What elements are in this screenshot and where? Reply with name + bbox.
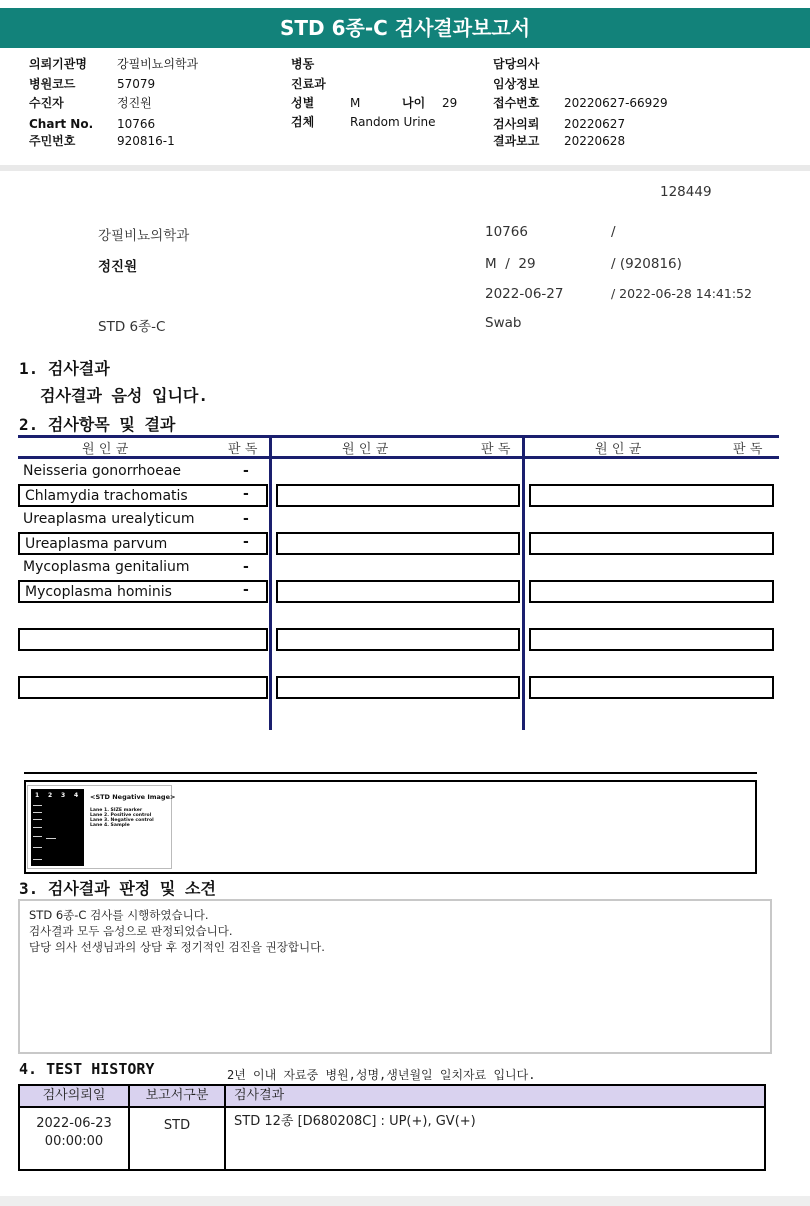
header-divider — [0, 165, 810, 171]
patient-label: 수진자 — [29, 96, 64, 110]
empty-cell — [276, 676, 520, 699]
patient-hospital: 강필비뇨의학과 — [98, 228, 190, 244]
patient-request-date: 2022-06-27 — [485, 286, 564, 302]
empty-cell — [276, 484, 520, 507]
section3-title: 3. 검사결과 판정 및 소견 — [19, 879, 216, 898]
chart-no-label: Chart No. — [29, 117, 94, 131]
col-judgement-3: 판 독 — [733, 442, 763, 457]
history-header-row — [20, 1086, 764, 1108]
patient-name: 정진원 — [98, 259, 138, 275]
pathogen-result: - — [243, 511, 249, 527]
lane-label: 2 — [48, 792, 53, 799]
empty-cell — [529, 580, 774, 603]
hospital-code-value: 57079 — [117, 77, 156, 91]
lane-label: 1 — [35, 792, 40, 799]
ladder-band — [33, 805, 42, 806]
receipt-no-label: 접수번호 — [493, 96, 540, 110]
pathogen-result: - — [243, 559, 249, 575]
opinion-line: 담당 의사 선생님과의 상담 후 정기적인 검진을 권장합니다. — [29, 940, 325, 954]
section4-title: 4. TEST HISTORY — [19, 1060, 155, 1078]
hospital-code-label: 병원코드 — [29, 77, 76, 91]
table-divider-1 — [269, 435, 272, 730]
history-result: STD 12종 [D680208C] : UP(+), GV(+) — [234, 1114, 476, 1129]
pathogen-row — [18, 532, 268, 555]
age-value: 29 — [442, 96, 458, 110]
hospital-value: 강필비뇨의학과 — [117, 57, 199, 71]
pathogen-row — [18, 509, 268, 532]
gel-title: <STD Negative Image> — [90, 793, 176, 801]
patient-test-name: STD 6종-C — [98, 319, 166, 335]
opinion-box — [18, 899, 772, 1054]
history-date: 2022-06-23 — [36, 1116, 112, 1131]
pathogen-result: - — [243, 486, 249, 502]
history-divider — [224, 1086, 226, 1169]
pathogen-row — [18, 461, 268, 484]
empty-cell — [18, 676, 268, 699]
patient-specimen: Swab — [485, 315, 522, 331]
positive-band — [46, 838, 56, 839]
patient-sex-age: M / 29 — [485, 256, 536, 272]
col-pathogen-2: 원 인 균 — [342, 442, 389, 457]
sex-value: M — [350, 96, 361, 110]
pathogen-name: Ureaplasma urealyticum — [23, 511, 195, 527]
empty-cell — [276, 580, 520, 603]
empty-cell — [276, 628, 520, 651]
history-type: STD — [163, 1118, 191, 1133]
empty-cell — [529, 628, 774, 651]
resident-no-value: 920816-1 — [117, 134, 175, 148]
patient-chart-no: 10766 — [485, 224, 528, 240]
ward-label: 병동 — [291, 57, 315, 71]
pathogen-result: - — [243, 534, 249, 550]
gel-legend-item: Lane 4. Sample — [90, 823, 130, 828]
request-date-value: 20220627 — [564, 117, 626, 131]
section1-title: 1. 검사결과 — [19, 359, 110, 378]
result-summary: 검사결과 음성 입니다. — [40, 386, 209, 405]
lane-label: 4 — [74, 792, 79, 799]
ladder-band — [33, 836, 42, 837]
history-time: 00:00:00 — [44, 1134, 104, 1149]
history-header-type: 보고서구분 — [145, 1088, 209, 1103]
pathogen-row — [18, 580, 268, 603]
history-table — [18, 1084, 766, 1171]
specimen-value: Random Urine — [350, 115, 436, 129]
table-header-rule — [18, 456, 779, 459]
ladder-band — [33, 859, 42, 860]
col-judgement-1: 판 독 — [228, 442, 258, 457]
col-pathogen-1: 원 인 균 — [82, 442, 129, 457]
pathogen-name: Mycoplasma hominis — [25, 584, 172, 600]
report-date-value: 20220628 — [564, 134, 626, 148]
report-title: STD 6종-C 검사결과보고서 — [0, 8, 810, 48]
report-date-label: 결과보고 — [493, 134, 540, 148]
gel-image — [27, 785, 176, 869]
pathogen-name: Neisseria gonorrhoeae — [23, 463, 182, 479]
empty-cell — [529, 676, 774, 699]
patient-value: 정진원 — [117, 96, 152, 110]
table-divider-2 — [522, 435, 525, 730]
opinion-line: 검사결과 모두 음성으로 판정되었습니다. — [29, 924, 233, 938]
empty-cell — [529, 532, 774, 555]
patient-id-number: 128449 — [660, 184, 712, 200]
pathogen-name: Ureaplasma parvum — [25, 536, 168, 552]
section2-title: 2. 검사항목 및 결과 — [19, 415, 176, 434]
clinical-info-label: 임상정보 — [493, 77, 540, 91]
specimen-label: 검체 — [291, 115, 315, 129]
pathogen-result: - — [243, 582, 249, 598]
dept-label: 진료과 — [291, 77, 326, 91]
pathogen-name: Mycoplasma genitalium — [23, 559, 190, 575]
age-label: 나이 — [402, 96, 426, 110]
empty-cell — [276, 532, 520, 555]
pathogen-name: Chlamydia trachomatis — [25, 488, 188, 504]
chart-no-value: 10766 — [117, 117, 156, 131]
pathogen-result: - — [243, 463, 249, 479]
image-top-rule — [24, 772, 757, 774]
gel-legend-item: Lane 1. SIZE marker — [90, 808, 143, 813]
pathogen-row — [18, 557, 268, 580]
lane-label: 3 — [61, 792, 66, 799]
history-header-result: 검사결과 — [234, 1088, 285, 1103]
history-note: 2년 이내 자료중 병원,성명,생년월일 일치자료 입니다. — [227, 1068, 536, 1082]
resident-no-label: 주민번호 — [29, 134, 76, 148]
hospital-label: 의뢰기관명 — [29, 57, 87, 71]
ladder-band — [33, 847, 42, 848]
empty-cell — [18, 628, 268, 651]
patient-separator: / — [611, 224, 616, 240]
col-judgement-2: 판 독 — [481, 442, 511, 457]
gel-photo — [31, 789, 84, 866]
doctor-label: 담당의사 — [493, 57, 540, 71]
receipt-no-value: 20220627-66929 — [564, 96, 668, 110]
gel-legend-item: Lane 2. Positive control — [90, 813, 152, 818]
history-header-date: 검사의뢰일 — [42, 1088, 106, 1103]
ladder-band — [33, 812, 42, 813]
page-footer — [0, 1196, 810, 1206]
pathogen-row — [18, 484, 268, 507]
col-pathogen-3: 원 인 균 — [595, 442, 642, 457]
ladder-band — [33, 819, 42, 820]
request-date-label: 검사의뢰 — [493, 117, 540, 131]
patient-birth: / (920816) — [611, 256, 682, 272]
gel-legend-item: Lane 3. Negative control — [90, 818, 154, 823]
ladder-band — [33, 827, 42, 828]
sex-label: 성별 — [291, 96, 315, 110]
patient-report-datetime: / 2022-06-28 14:41:52 — [611, 286, 752, 301]
table-top-rule — [18, 435, 779, 438]
opinion-line: STD 6종-C 검사를 시행하였습니다. — [29, 908, 209, 922]
empty-cell — [529, 484, 774, 507]
